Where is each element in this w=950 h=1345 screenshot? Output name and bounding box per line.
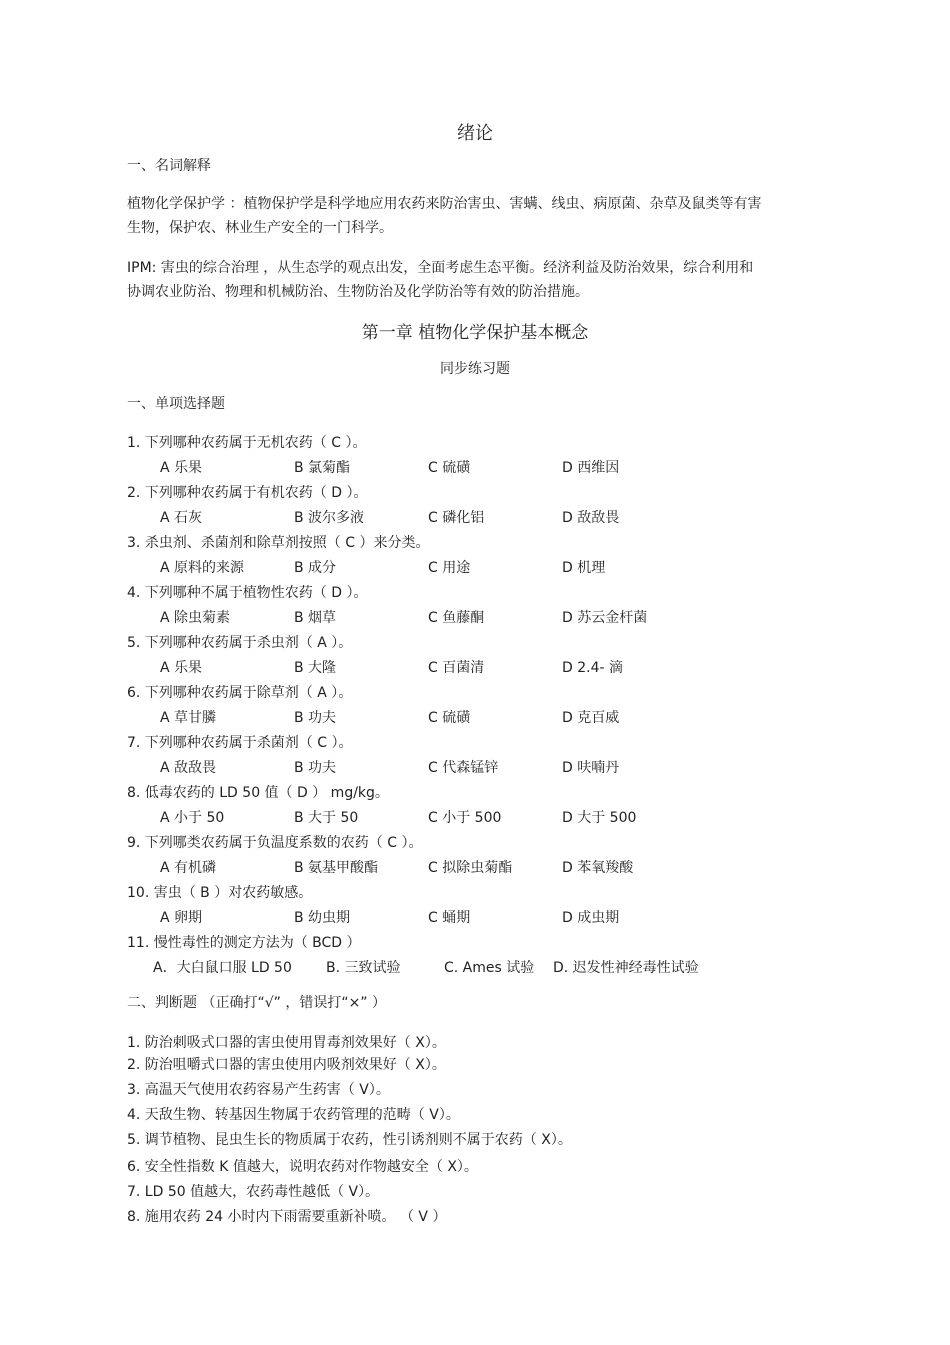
option-d: D 克百威 [562, 710, 620, 726]
option-b: B 氯菊酯 [294, 460, 351, 476]
option-c: C. Ames 试验 [444, 960, 535, 976]
option-b: B 功夫 [294, 760, 337, 776]
chapter-title: 第一章 植物化学保护基本概念 [361, 323, 589, 343]
question-1: 1. 下列哪种农药属于无机农药（ C ）。 [127, 435, 367, 451]
option-d: D 苯氧羧酸 [562, 860, 634, 876]
question-3: 3. 杀虫剂、杀菌剂和除草剂按照（ C ）来分类。 [127, 535, 430, 551]
option-b: B 氨基甲酸酯 [294, 860, 379, 876]
option-b: B 幼虫期 [294, 910, 351, 926]
option-a: A 有机磷 [160, 860, 217, 876]
option-c: C 用途 [428, 560, 471, 576]
option-b: B. 三致试验 [326, 960, 401, 976]
option-b: B 大隆 [294, 660, 337, 676]
option-d: D 成虫期 [562, 910, 620, 926]
option-d: D 敌敌畏 [562, 510, 620, 526]
option-c: C 小于 500 [428, 810, 502, 826]
option-b: B 成分 [294, 560, 337, 576]
option-d: D 苏云金杆菌 [562, 610, 648, 626]
option-d: D. 迟发性神经毒性试验 [553, 960, 699, 976]
option-c: C 硫磺 [428, 460, 471, 476]
option-d: D 大于 500 [562, 810, 637, 826]
question-6: 6. 下列哪种农药属于除草剂（ A ）。 [127, 685, 353, 701]
option-c: C 鱼藤酮 [428, 610, 485, 626]
tf-item-6: 6. 安全性指数 K 值越大，说明农药对作物越安全（ X）。 [127, 1159, 478, 1175]
option-a: A．大白鼠口服 LD 50 [153, 960, 292, 976]
option-d: D 呋喃丹 [562, 760, 620, 776]
tf-item-1: 1. 防治刺吸式口器的害虫使用胃毒剂效果好（ X）。 [127, 1035, 446, 1051]
option-a: A 草甘膦 [160, 710, 217, 726]
option-a: A 原料的来源 [160, 560, 245, 576]
option-b: B 烟草 [294, 610, 337, 626]
question-8: 8. 低毒农药的 LD 50 值（ D ） mg/kg。 [127, 785, 389, 801]
option-a: A 卵期 [160, 910, 203, 926]
option-a: A 除虫菊素 [160, 610, 231, 626]
tf-item-5: 5. 调节植物、昆虫生长的物质属于农药，性引诱剂则不属于农药（ X）。 [127, 1132, 572, 1148]
tf-item-4: 4. 天敌生物、转基因生物属于农药管理的范畴（ V）。 [127, 1107, 460, 1123]
option-c: C 拟除虫菊酯 [428, 860, 513, 876]
definition-ipm: IPM: 害虫的综合治理 ，从生态学的观点出发，全面考虑生态平衡。经济利益及防治效果，综合利用和协调农业防治、物理和机械防治、生物防治及化学防治等有效的防治措施。 [127, 260, 754, 300]
option-b: B 功夫 [294, 710, 337, 726]
question-7: 7. 下列哪种农药属于杀菌剂（ C ）。 [127, 735, 353, 751]
question-4: 4. 下列哪种不属于植物性农药（ D ）。 [127, 585, 368, 601]
question-10: 10. 害虫（ B ）对农药敏感。 [127, 885, 313, 901]
option-a: A 敌敌畏 [160, 760, 217, 776]
section-true-false: 二、判断题 （正确打“√” ，错误打“×” ） [127, 995, 387, 1011]
section-term-definitions: 一、名词解释 [127, 158, 211, 174]
option-c: C 硫磺 [428, 710, 471, 726]
tf-item-7: 7. LD 50 值越大，农药毒性越低（ V）。 [127, 1184, 380, 1200]
option-d: D 西维因 [562, 460, 620, 476]
option-a: A 小于 50 [160, 810, 225, 826]
definition-plant-chemical-protection: 植物化学保护学 ：植物保护学是科学地应用农药来防治害虫、害螨、线虫、病原菌、杂草及鼠类等有害生物，保护农、林业生产安全的一门科学。 [127, 196, 762, 236]
option-c: C 蛹期 [428, 910, 471, 926]
option-a: A 石灰 [160, 510, 203, 526]
option-c: C 代森锰锌 [428, 760, 499, 776]
option-c: C 磷化铝 [428, 510, 485, 526]
option-c: C 百菌清 [428, 660, 485, 676]
chapter-subtitle: 同步练习题 [440, 361, 510, 377]
option-d: D 机理 [562, 560, 606, 576]
tf-item-2: 2. 防治咀嚼式口器的害虫使用内吸剂效果好（ X）。 [127, 1057, 446, 1073]
intro-title: 绪论 [457, 123, 493, 144]
tf-item-3: 3. 高温天气使用农药容易产生药害（ V）。 [127, 1082, 390, 1098]
option-d: D 2.4- 滴 [562, 660, 623, 676]
option-a: A 乐果 [160, 460, 203, 476]
option-b: B 大于 50 [294, 810, 359, 826]
question-11: 11. 慢性毒性的测定方法为（ BCD ） [127, 935, 361, 951]
option-b: B 波尔多液 [294, 510, 365, 526]
option-a: A 乐果 [160, 660, 203, 676]
question-5: 5. 下列哪种农药属于杀虫剂（ A ）。 [127, 635, 353, 651]
tf-item-8: 8. 施用农药 24 小时内下雨需要重新补喷。 （ V ） [127, 1209, 447, 1225]
question-9: 9. 下列哪类农药属于负温度系数的农药（ C ）。 [127, 835, 423, 851]
question-2: 2. 下列哪种农药属于有机农药（ D ）。 [127, 485, 368, 501]
section-multiple-choice: 一、单项选择题 [127, 396, 225, 412]
